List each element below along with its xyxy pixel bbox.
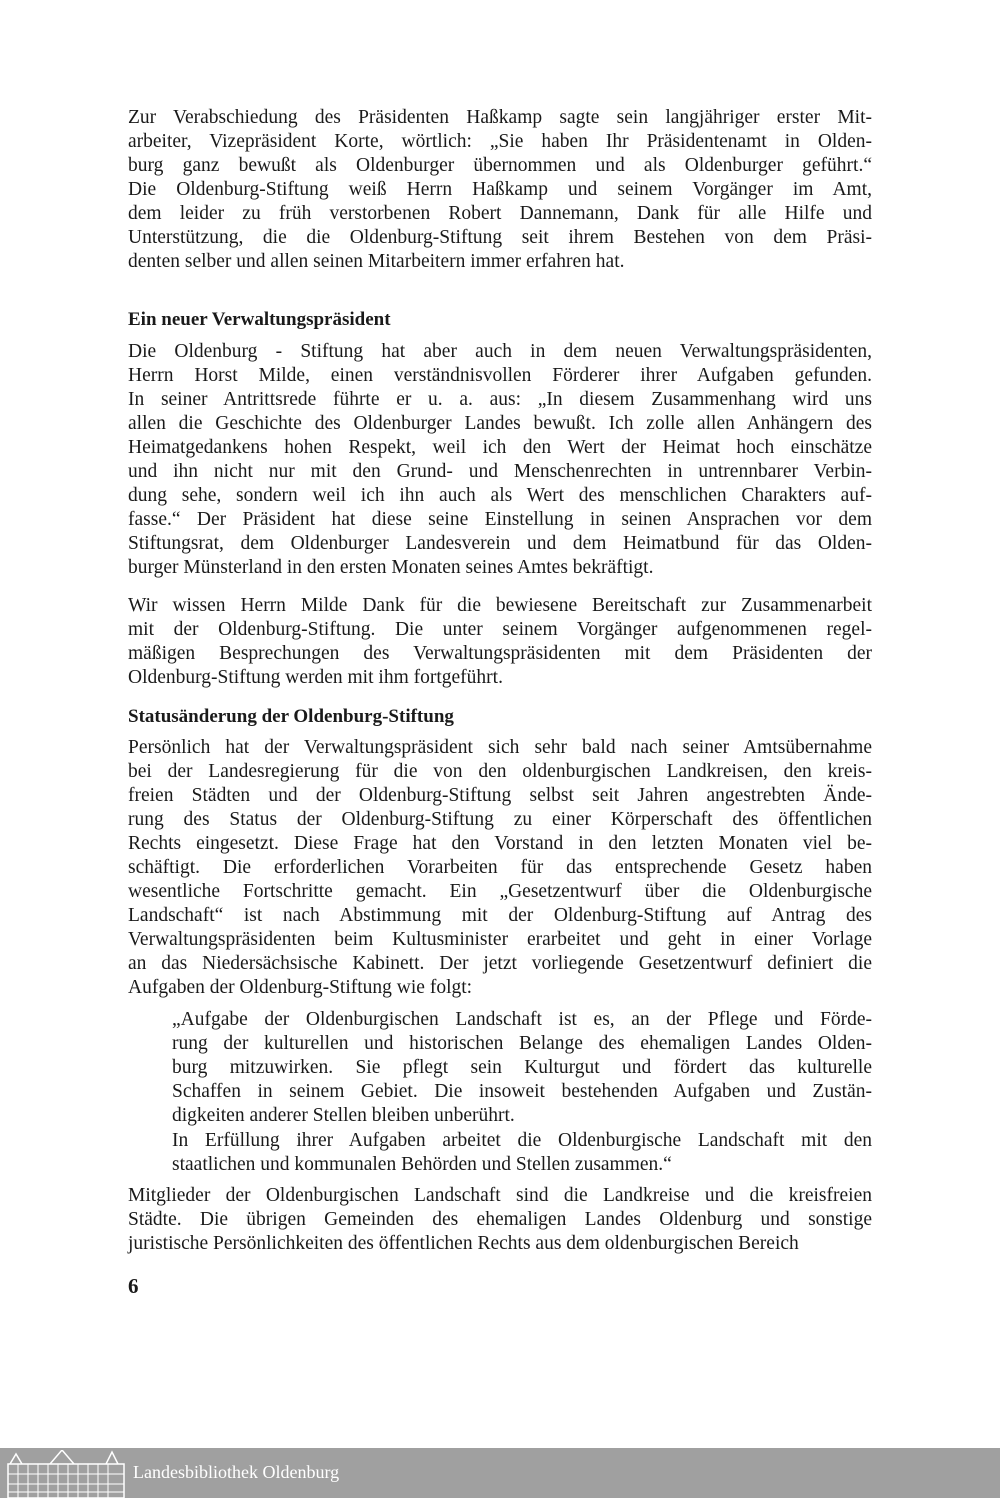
text-line: Heimatgedankens hohen Respekt, weil ich den Wert der Heimat hoch einschätze — [128, 437, 872, 458]
text-line: Die Oldenburg - Stiftung hat aber auch in dem neuen Verwaltungspräsidenten, — [128, 341, 872, 362]
text-line: juristische Persönlichkeiten des öffentlichen Rechts aus dem oldenburgischen Bereich — [128, 1233, 799, 1254]
text-line: „Aufgabe der Oldenburgischen Landschaft ist es, an der Pflege und Förde- — [172, 1009, 872, 1030]
text-line: und ihn nicht nur mit den Grund- und Menschenrechten in untrennbarer Verbin- — [128, 461, 872, 482]
text-line: Stiftungsrat, dem Oldenburger Landesverein und dem Heimatbund für das Olden- — [128, 533, 872, 554]
text-line: burger Münsterland in den ersten Monaten seines Amtes bekräftigt. — [128, 557, 654, 578]
text-line: freien Städten und der Oldenburg-Stiftung selbst seit Jahren angestrebten Ände- — [128, 785, 872, 806]
text-line: In Erfüllung ihrer Aufgaben arbeitet die Oldenburgische Landschaft mit den — [172, 1130, 872, 1151]
library-building-logo-icon — [6, 1450, 126, 1498]
text-line: Zur Verabschiedung des Präsidenten Haßkamp sagte sein langjähriger erster Mit- — [128, 107, 872, 128]
text-line: mit der Oldenburg-Stiftung. Die unter seinem Vorgänger aufgenommenen regel- — [128, 619, 872, 640]
text-line: an das Niedersächsische Kabinett. Der jetzt vorliegende Gesetzentwurf definiert die — [128, 953, 872, 974]
text-line: dung sehe, sondern weil ich ihn auch als Wert des menschlichen Charakters auf- — [128, 485, 872, 506]
text-line: rung des Status der Oldenburg-Stiftung zu einer Körperschaft des öffentlichen — [128, 809, 872, 830]
text-line: wesentliche Fortschritte gemacht. Ein „Gesetzentwurf über die Oldenburgische — [128, 881, 872, 902]
text-line: dem leider zu früh verstorbenen Robert Dannemann, Dank für alle Hilfe und — [128, 203, 872, 224]
text-line: Herrn Horst Milde, einen verständnisvollen Förderer ihrer Aufgaben gefunden. — [128, 365, 872, 386]
text-line: Rechts eingesetzt. Diese Frage hat den Vorstand in den letzten Monaten viel be- — [128, 833, 872, 854]
text-line: Landschaft“ ist nach Abstimmung mit der Oldenburg-Stiftung auf Antrag des — [128, 905, 872, 926]
section-heading: Ein neuer Verwaltungspräsident — [128, 309, 391, 330]
text-line: burg mitzuwirken. Sie pflegt sein Kulturgut und fördert das kulturelle — [172, 1057, 872, 1078]
paragraph-2 — [128, 340, 872, 580]
text-line: Wir wissen Herrn Milde Dank für die bewiesene Bereitschaft zur Zusammenarbeit — [128, 595, 872, 616]
text-line: burg ganz bewußt als Oldenburger übernommen und als Oldenburger geführt.“ — [128, 155, 872, 176]
text-line: Verwaltungspräsidenten beim Kultusminister erarbeitet und geht in einer Vorlage — [128, 929, 872, 950]
page-number: 6 — [128, 1274, 139, 1298]
paragraph-5 — [128, 1184, 872, 1256]
library-footer-banner — [0, 1448, 1000, 1498]
paragraph-4 — [128, 736, 872, 1000]
text-line: Aufgaben der Oldenburg-Stiftung wie folgt: — [128, 977, 473, 998]
quote-paragraph-2 — [172, 1129, 872, 1177]
text-line: denten selber und allen seinen Mitarbeitern immer erfahren hat. — [128, 251, 625, 272]
text-line: allen die Geschichte des Oldenburger Landes bewußt. Ich zolle allen Anhängern des — [128, 413, 872, 434]
text-line: Schaffen in seinem Gebiet. Die insoweit bestehenden Aufgaben und Zustän- — [172, 1081, 872, 1102]
library-name: Landesbibliothek Oldenburg — [133, 1462, 340, 1482]
paragraph-3 — [128, 594, 872, 690]
quote-paragraph-1 — [172, 1008, 872, 1128]
text-line: staatlichen und kommunalen Behörden und Stellen zusammen.“ — [172, 1154, 672, 1175]
section-heading: Statusänderung der Oldenburg-Stiftung — [128, 706, 454, 727]
text-line: schäftigt. Die erforderlichen Vorarbeiten für das entsprechende Gesetz haben — [128, 857, 872, 878]
text-line: Städte. Die übrigen Gemeinden des ehemaligen Landes Oldenburg und sonstige — [128, 1209, 872, 1230]
text-line: Persönlich hat der Verwaltungspräsident sich sehr bald nach seiner Amtsübernahme — [128, 737, 872, 758]
text-line: arbeiter, Vizepräsident Korte, wörtlich: „Sie haben Ihr Präsidentenamt in Olden- — [128, 131, 872, 152]
text-line: Die Oldenburg-Stiftung weiß Herrn Haßkamp und seinem Vorgänger im Amt, — [128, 179, 872, 200]
text-line: bei der Landesregierung für die von den oldenburgischen Landkreisen, den kreis- — [128, 761, 872, 782]
text-line: rung der kulturellen und historischen Belange des ehemaligen Landes Olden- — [172, 1033, 872, 1054]
text-line: fasse.“ Der Präsident hat diese seine Einstellung in seinen Ansprachen vor dem — [128, 509, 872, 530]
text-line: In seiner Antrittsrede führte er u. a. aus: „In diesem Zusammenhang wird uns — [128, 389, 872, 410]
text-line: digkeiten anderer Stellen bleiben unberührt. — [172, 1105, 515, 1126]
text-line: Mitglieder der Oldenburgischen Landschaft sind die Landkreise und die kreisfreien — [128, 1185, 872, 1206]
text-line: Unterstützung, die die Oldenburg-Stiftung seit ihrem Bestehen von dem Präsi- — [128, 227, 872, 248]
paragraph-1 — [128, 106, 872, 274]
text-line: mäßigen Besprechungen des Verwaltungspräsidenten mit dem Präsidenten der — [128, 643, 872, 664]
text-line: Oldenburg-Stiftung werden mit ihm fortgeführt. — [128, 667, 503, 688]
